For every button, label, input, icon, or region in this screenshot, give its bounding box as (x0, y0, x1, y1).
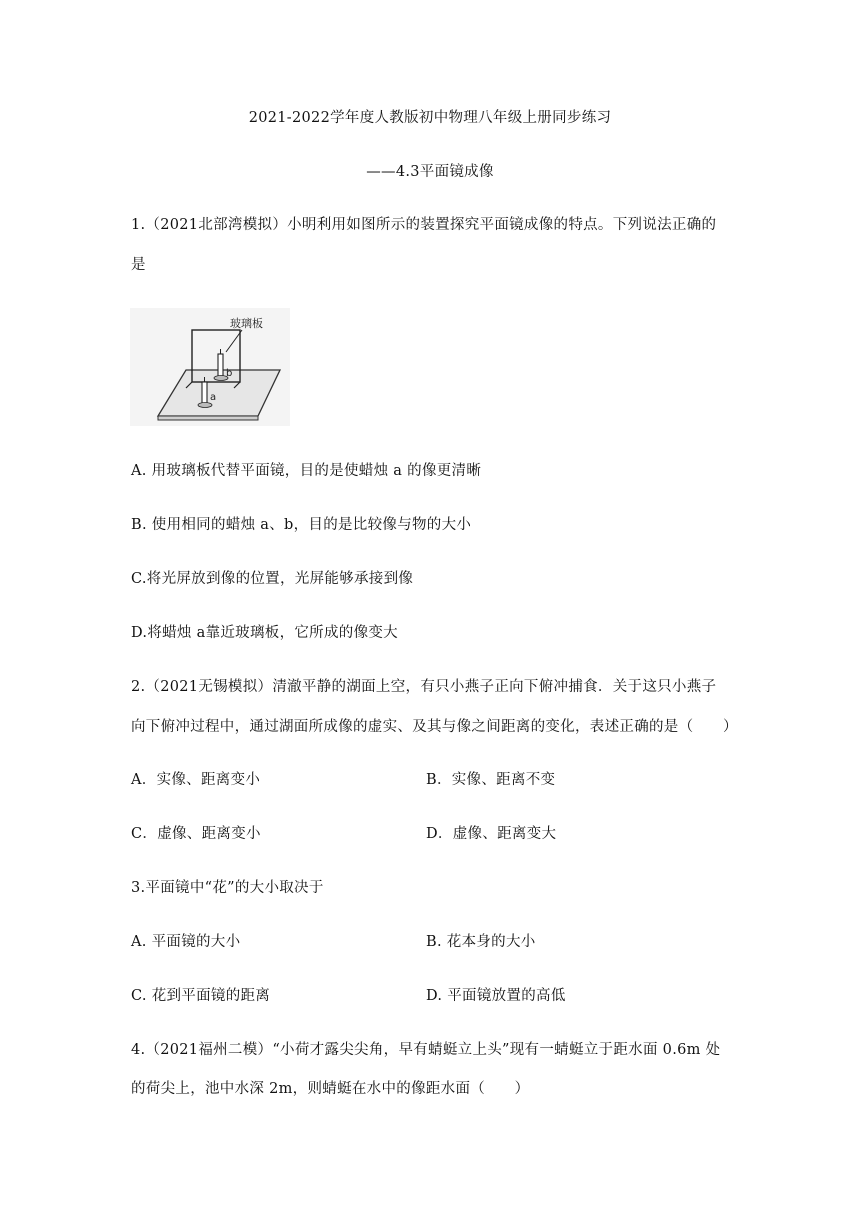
q4-stem-line1: 4.（2021福州二模）“小荷才露尖尖角，早有蜻蜓立上头”现有一蜻蜓立于距水面 0.6m 处 (131, 1042, 721, 1058)
q1-option-c: C.将光屏放到像的位置，光屏能够承接到像 (131, 571, 414, 587)
q3-option-d: D. 平面镜放置的高低 (426, 988, 566, 1004)
glass-label: 玻璃板 (230, 317, 263, 330)
candle-b (218, 354, 223, 376)
q1-stem-line1: 1.（2021北部湾模拟）小明利用如图所示的装置探究平面镜成像的特点。下列说法正确的 (131, 217, 717, 233)
q2-option-a: A．实像、距离变小 (131, 772, 261, 788)
q3-option-a: A. 平面镜的大小 (131, 934, 241, 950)
candle-a (202, 382, 207, 404)
q2-option-b: B．实像、距离不变 (426, 772, 556, 788)
document-subtitle: ——4.3平面镜成像 (366, 164, 494, 180)
q1-stem-line2: 是 (131, 257, 146, 273)
q1-option-d: D.将蜡烛 a靠近玻璃板，它所成的像变大 (131, 625, 398, 641)
document-title: 2021-2022学年度人教版初中物理八年级上册同步练习 (248, 110, 612, 126)
q1-option-a: A. 用玻璃板代替平面镜，目的是使蜡烛 a 的像更清晰 (131, 463, 482, 479)
q3-option-c: C. 花到平面镜的距离 (131, 988, 271, 1004)
q2-stem-line1: 2.（2021无锡模拟）清澈平静的湖面上空，有只小燕子正向下俯冲捕食．关于这只小燕子 (131, 679, 717, 695)
candle-b-label: b (226, 368, 233, 379)
q2-option-d: D．虚像、距离变大 (426, 826, 557, 842)
candle-a-label: a (210, 392, 217, 403)
q2-stem-line2: 向下俯冲过程中，通过湖面所成像的虚实、及其与像之间距离的变化，表述正确的是（ ） (131, 719, 738, 735)
q2-option-c: C．虚像、距离变小 (131, 826, 261, 842)
q1-option-b: B. 使用相同的蜡烛 a、b，目的是比较像与物的大小 (131, 517, 472, 533)
q4-stem-line2: 的荷尖上，池中水深 2m，则蜻蜓在水中的像距水面（ ） (131, 1081, 530, 1097)
q3-stem: 3.平面镜中“花”的大小取决于 (131, 880, 324, 896)
q1-experiment-figure (130, 308, 290, 426)
q3-option-b: B. 花本身的大小 (426, 934, 536, 950)
